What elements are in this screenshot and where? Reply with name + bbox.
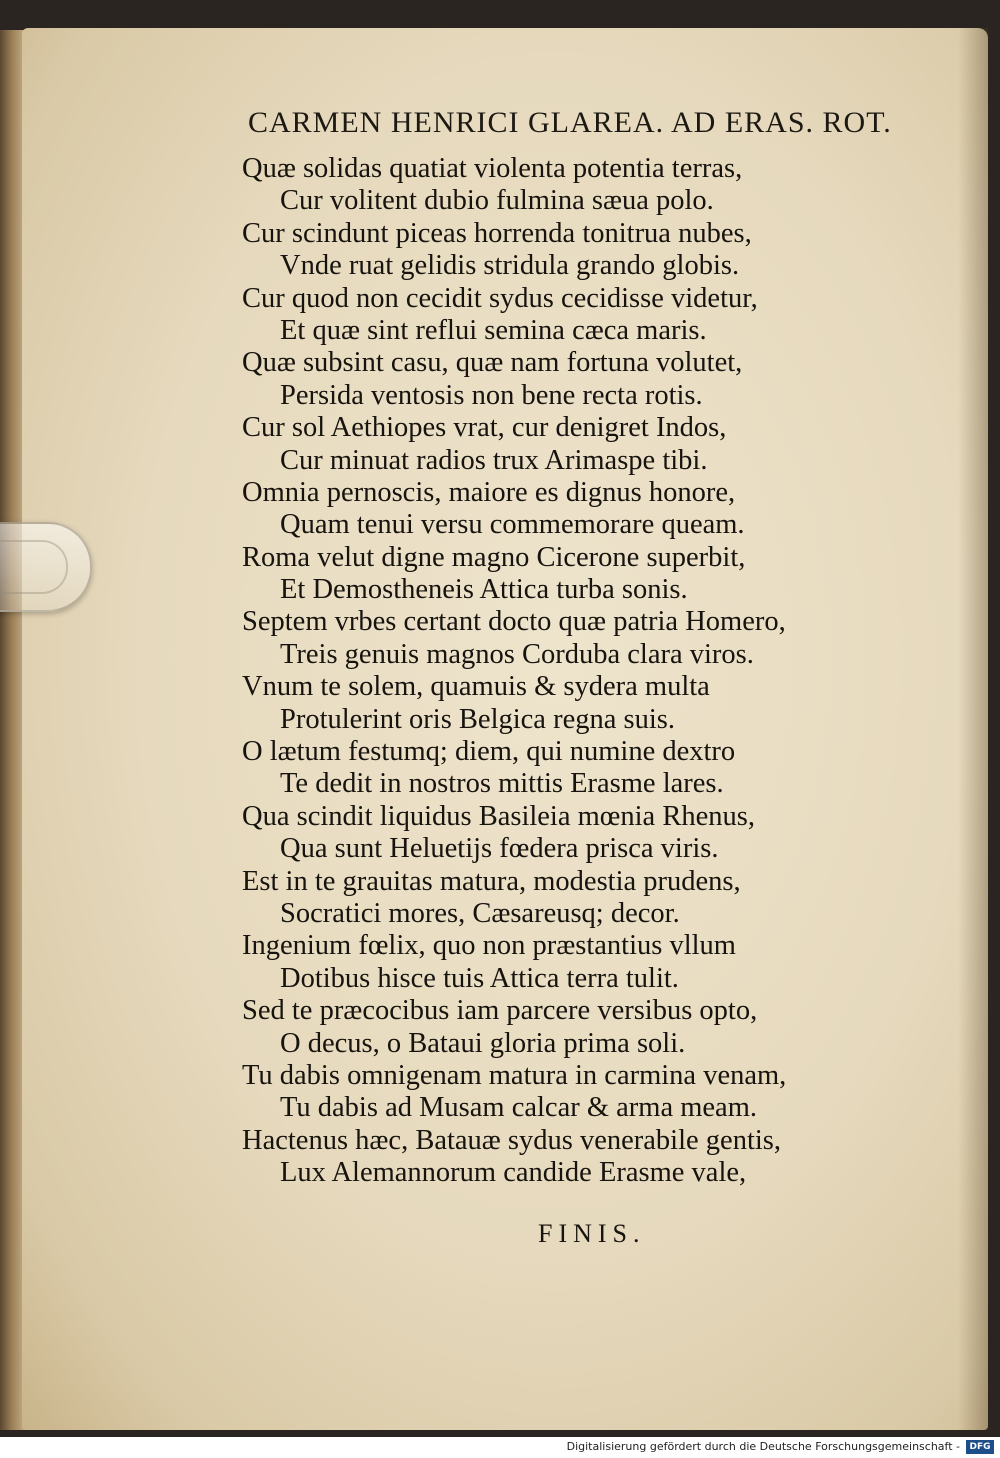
dfg-logo-icon: DFG bbox=[966, 1440, 994, 1454]
poem-line: Septem vrbes certant docto quæ patria Homero, bbox=[242, 606, 786, 638]
poem-line: Et Demostheneis Attica turba sonis. bbox=[280, 574, 688, 606]
poem-line: Cur minuat radios trux Arimaspe tibi. bbox=[280, 444, 708, 476]
poem-line: Protulerint oris Belgica regna suis. bbox=[280, 703, 675, 735]
poem-line: O decus, o Bataui gloria prima soli. bbox=[280, 1027, 686, 1059]
poem-body bbox=[242, 153, 882, 1190]
page-heading: CARMEN HENRICI GLAREA. AD ERAS. ROT. bbox=[248, 106, 892, 139]
finis-mark: FINIS. bbox=[538, 1219, 646, 1248]
poem-line: Te dedit in nostros mittis Erasme lares. bbox=[280, 768, 724, 800]
poem-line: Est in te grauitas matura, modestia prudens, bbox=[242, 865, 741, 897]
poem-line: Roma velut digne magno Cicerone superbit, bbox=[242, 541, 746, 573]
poem-line: Cur quod non cecidit sydus cecidisse videtur, bbox=[242, 282, 758, 314]
poem-line: Quæ solidas quatiat violenta potentia terras, bbox=[242, 153, 743, 184]
poem-line: Dotibus hisce tuis Attica terra tulit. bbox=[280, 962, 679, 994]
poem-line: O lætum festumq; diem, qui numine dextro bbox=[242, 736, 736, 768]
poem-line: Hactenus hæc, Batauæ sydus venerabile gentis, bbox=[242, 1124, 781, 1156]
page-clip bbox=[0, 522, 92, 612]
poem-line: Quam tenui versu commemorare queam. bbox=[280, 509, 745, 541]
poem-line: Cur sol Aethiopes vrat, cur denigret Indos, bbox=[242, 412, 727, 444]
poem-line: Quæ subsint casu, quæ nam fortuna volutet, bbox=[242, 347, 743, 379]
poem-line: Persida ventosis non bene recta rotis. bbox=[280, 379, 703, 411]
poem-line: Tu dabis omnigenam matura in carmina venam, bbox=[242, 1059, 787, 1091]
poem-line: Sed te præcocibus iam parcere versibus opto, bbox=[242, 995, 758, 1027]
poem-line: Treis genuis magnos Corduba clara viros. bbox=[280, 638, 754, 670]
poem-line: Ingenium fœlix, quo non præstantius vllum bbox=[242, 930, 736, 962]
poem-line: Qua sunt Heluetijs fœdera prisca viris. bbox=[280, 833, 719, 865]
poem-line: Cur scindunt piceas horrenda tonitrua nubes, bbox=[242, 217, 752, 249]
footer-bar bbox=[0, 1437, 1000, 1458]
poem-line: Socratici mores, Cæsareusq; decor. bbox=[280, 897, 680, 929]
poem-line: Lux Alemannorum candide Erasme vale, bbox=[280, 1157, 747, 1189]
funding-notice: Digitalisierung gefördert durch die Deutsche Forschungsgemeinschaft - bbox=[566, 1440, 960, 1453]
poem-line: Tu dabis ad Musam calcar & arma meam. bbox=[280, 1092, 757, 1124]
poem-line: Cur volitent dubio fulmina sæua polo. bbox=[280, 185, 714, 217]
poem-line: Omnia pernoscis, maiore es dignus honore, bbox=[242, 476, 736, 508]
poem-line: Vnum te solem, quamuis & sydera multa bbox=[242, 671, 710, 703]
poem-line: Et quæ sint reflui semina cæca maris. bbox=[280, 314, 707, 346]
poem-line: Vnde ruat gelidis stridula grando globis. bbox=[280, 250, 740, 282]
poem-line: Qua scindit liquidus Basileia mœnia Rhenus, bbox=[242, 800, 755, 832]
